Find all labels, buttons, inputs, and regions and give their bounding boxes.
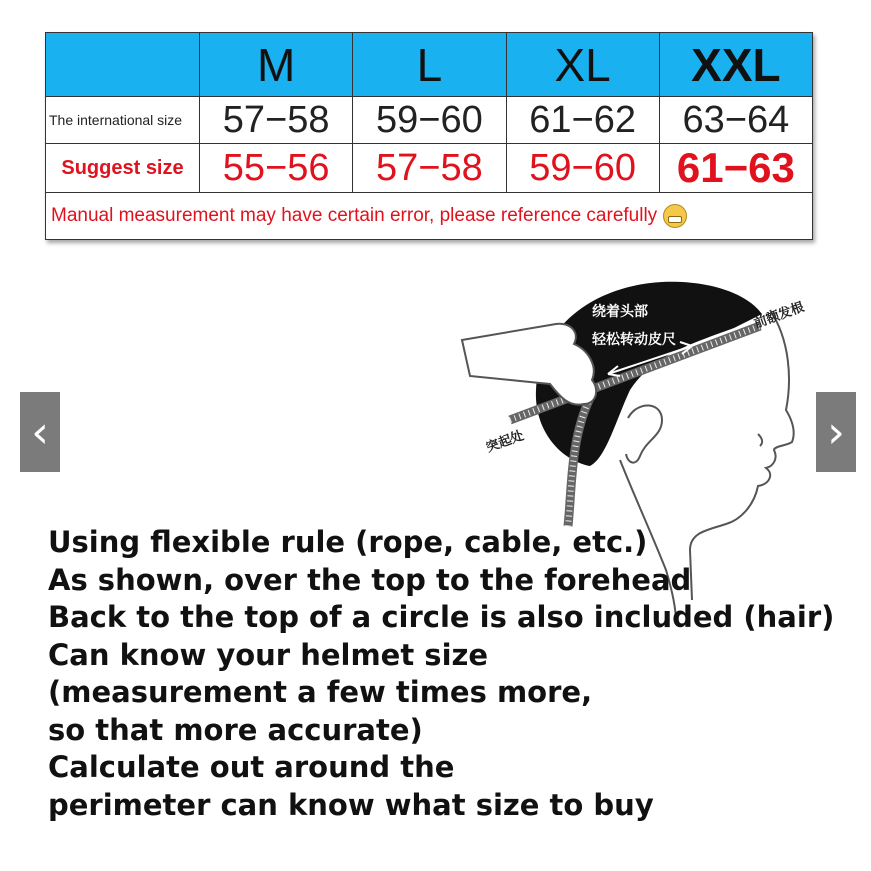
eye-mark xyxy=(758,434,762,446)
label-rotate-tape: 轻松转动皮尺 xyxy=(592,332,676,348)
instruction-line: Calculate out around the xyxy=(48,750,455,784)
size-header-l: L xyxy=(353,33,506,97)
instruction-line: so that more accurate) xyxy=(48,712,423,747)
size-chart-table xyxy=(45,32,813,240)
suggest-size-l: 57−58 xyxy=(353,144,506,193)
label-occipital-bump: 突起处 xyxy=(484,428,527,456)
suggest-size-xl: 59−60 xyxy=(506,144,659,193)
suggest-size-xxl: 61−63 xyxy=(659,144,812,193)
instruction-line: perimeter can know what size to buy xyxy=(48,787,654,822)
international-size-l: 59−60 xyxy=(353,97,506,144)
international-size-xl: 61−62 xyxy=(506,97,659,144)
international-size-label: The international size xyxy=(46,97,200,144)
size-header-xl: XL xyxy=(506,33,659,97)
ear-outline xyxy=(626,405,662,462)
chevron-right-icon: › xyxy=(827,406,845,458)
size-header-xxl: XXL xyxy=(659,33,812,97)
header-blank-cell xyxy=(46,33,200,97)
international-size-m: 57−58 xyxy=(200,97,353,144)
suggest-size-label: Suggest size xyxy=(46,144,200,193)
instruction-line: As shown, over the top to the forehead xyxy=(48,562,692,597)
note-cell xyxy=(46,193,813,240)
label-forehead-hairline: 前额发根 xyxy=(752,299,807,332)
international-size-xxl: 63−64 xyxy=(659,97,812,144)
instruction-line: Back to the top of a circle is also included (hair) xyxy=(48,600,835,634)
instruction-line: Can know your helmet size xyxy=(48,637,489,672)
suggest-size-row xyxy=(46,144,813,193)
measurement-note: Manual measurement may have certain error, please reference carefully xyxy=(51,205,658,227)
measurement-instructions xyxy=(48,524,835,824)
instruction-line: Using flexible rule (rope, cable, etc.) xyxy=(48,525,648,559)
prev-image-button[interactable] xyxy=(20,392,60,472)
note-row xyxy=(46,193,813,240)
hand-outline xyxy=(462,324,596,405)
international-size-row xyxy=(46,97,813,144)
label-around-head: 绕着头部 xyxy=(592,304,648,320)
size-header-m: M xyxy=(200,33,353,97)
chevron-left-icon: ‹ xyxy=(31,406,49,458)
size-header-row xyxy=(46,33,813,97)
grin-emoji-icon xyxy=(663,204,687,228)
instruction-line: (measurement a few times more, xyxy=(48,675,593,709)
suggest-size-m: 55−56 xyxy=(200,144,353,193)
